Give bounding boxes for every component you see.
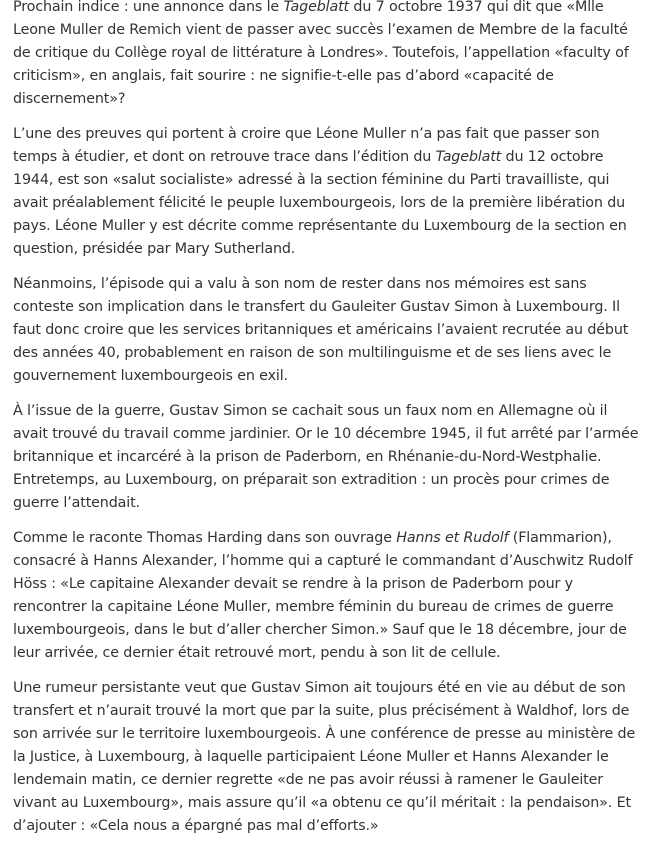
paragraph-2	[13, 123, 643, 261]
newspaper-title-italic: Tageblatt	[283, 0, 349, 15]
paragraph-4	[13, 400, 643, 515]
text-run: du 7 octobre 1937 qui dit que «Mlle Leone Muller de Remich vient de passer avec succès l’examen de Membre de la faculté de critique du Collège royal de littérature à Londres». Toutefois, l’appellation «faculty of criticism», en anglais, fait sourire : ne signifie-t-elle pas d’abord «capacité de discernement»?	[13, 0, 629, 107]
text-run: du 12 octobre 1944, est son «salut socialiste» adressé à la section féminine du Parti travailliste, qui avait préalablement félicité le peuple luxembourgeois, lors de la première libération du pays. Léone Muller y est décrite comme représentante du Luxembourg de la section en question, présidée par Mary Sutherland.	[13, 149, 627, 257]
text-run: À l’issue de la guerre, Gustav Simon se cachait sous un faux nom en Allemagne où il avait trouvé du travail comme jardinier. Or le 10 décembre 1945, il fut arrêté par l’armée britannique et incarcéré à la prison de Paderborn, en Rhénanie-du-Nord-Westphalie. Entretemps, au Luxembourg, on préparait son extradition : un procès pour crimes de guerre l’attendait.	[13, 403, 639, 511]
text-run: Prochain indice : une annonce dans le	[13, 0, 284, 15]
article-body	[13, 0, 643, 850]
newspaper-title-italic: Tageblatt	[435, 149, 502, 165]
text-run: (Flammarion), consacré à Hanns Alexander, l’homme qui a capturé le commandant d’Auschwitz Rudolf Höss : «Le capitaine Alexander devait se rendre à la prison de Paderborn pour y rencontrer la capitaine Léone Muller, membre féminin du bureau de crimes de guerre luxembourgeois, dans le but d’aller chercher Simon.» Sauf que le 18 décembre, jour de leur arrivée, ce dernier était retrouvé mort, pendu à son lit de cellule.	[13, 530, 633, 661]
text-run: L’une des preuves qui portent à croire que Léone Muller n’a pas fait que passer son temps à étudier, et dont on retrouve trace dans l’édition du	[13, 126, 600, 165]
paragraph-3	[13, 273, 643, 388]
text-run: Néanmoins, l’épisode qui a valu à son nom de rester dans nos mémoires est sans conteste son implication dans le transfert du Gauleiter Gustav Simon à Luxembourg. Il faut donc croire que les services britanniques et américains l’avaient recrutée au début des années 40, probablement en raison de son multilinguisme et de ses liens avec le gouvernement luxembourgeois en exil.	[13, 276, 629, 384]
paragraph-6	[13, 677, 643, 838]
paragraph-5	[13, 527, 643, 665]
text-run: Comme le raconte Thomas Harding dans son ouvrage	[13, 530, 397, 546]
paragraph-1	[13, 0, 643, 111]
book-title-italic: Hanns et Rudolf	[396, 530, 509, 546]
text-run: Une rumeur persistante veut que Gustav Simon ait toujours été en vie au début de son transfert et n’aurait trouvé la mort que par la suite, plus précisément à Waldhof, lors de son arrivée sur le territoire luxembourgeois. À une conférence de presse au ministère de la Justice, à Luxembourg, à laquelle participaient Léone Muller et Hanns Alexander le lendemain matin, ce dernier regrette «de ne pas avoir réussi à ramener le Gauleiter vivant au Luxembourg», mais assure qu’il «a obtenu ce qu’il méritait : la pendaison». Et d’ajouter : «Cela nous a épargné pas mal d’efforts.»	[13, 680, 636, 834]
